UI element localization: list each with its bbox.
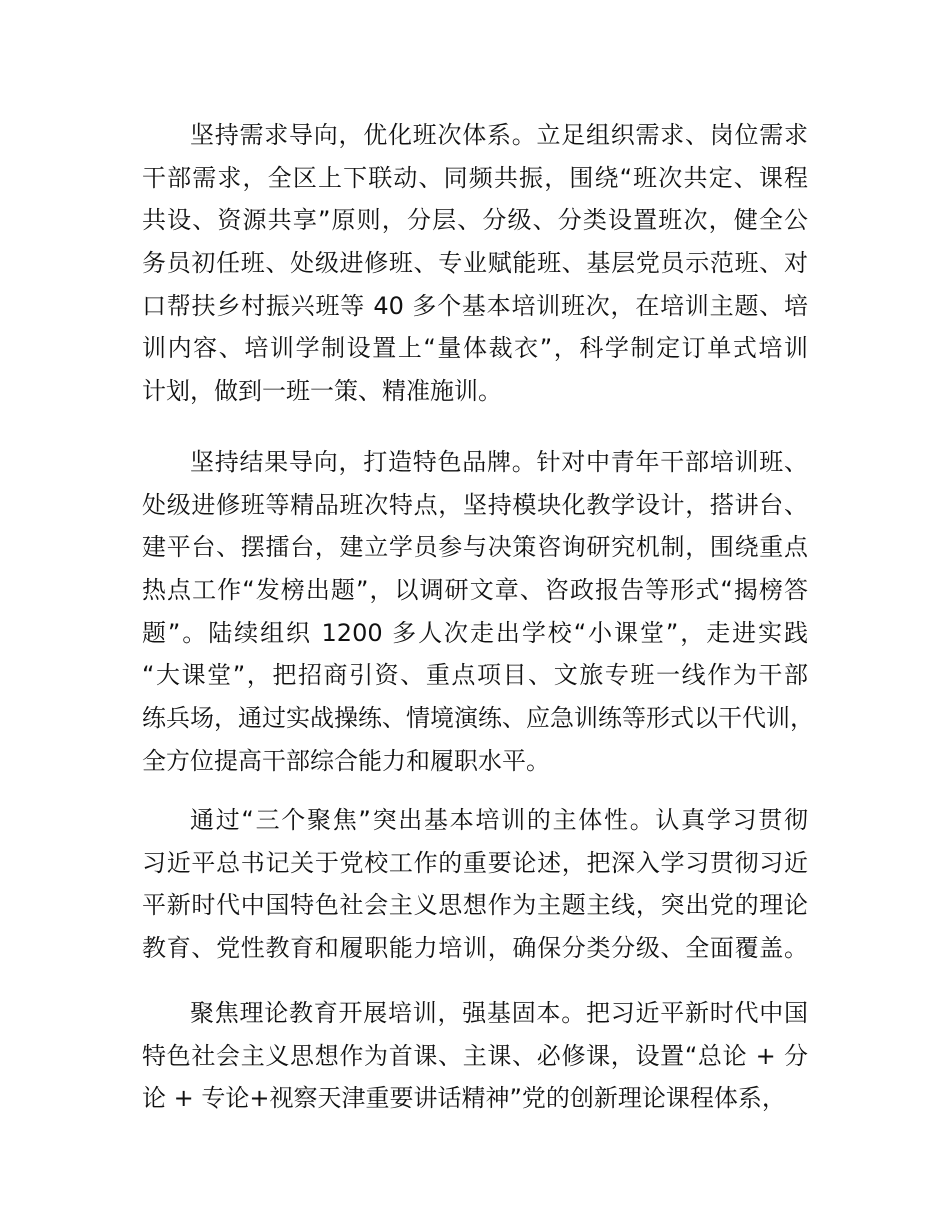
text-line: 计划，做到一班一策、精准施训。: [142, 377, 502, 406]
paragraph: [142, 114, 808, 413]
paragraph: [142, 992, 808, 1120]
text-line: 坚持结果导向，打造特色品牌。针对中青年干部培训班、: [190, 448, 808, 476]
text-line: 训内容、培训学制设置上“量体裁衣”，科学制定订单式培训: [142, 334, 808, 363]
text-line: 全方位提高干部综合能力和履职水平。: [142, 746, 550, 775]
text-line: 建平台、摆擂台，建立学员参与决策咨询研究机制，围绕重点: [142, 533, 808, 562]
text-line: 口帮扶乡村振兴班等 40 多个基本培训班次，在培训主题、培: [142, 291, 808, 320]
text-line: 热点工作“发榜出题”，以调研文章、咨政报告等形式“揭榜答: [142, 576, 808, 605]
text-line: “大课堂”，把招商引资、重点项目、文旅专班一线作为干部: [142, 661, 808, 690]
paragraph: [142, 799, 808, 970]
text-line: 坚持需求导向，优化班次体系。立足组织需求、岗位需求: [190, 121, 808, 149]
text-line: 论 + 专论+视察天津重要讲话精神”党的创新理论课程体系，: [142, 1084, 786, 1113]
text-line: 教育、党性教育和履职能力培训，确保分类分级、全面覆盖。: [142, 934, 808, 963]
text-line: 聚焦理论教育开展培训，强基固本。把习近平新时代中国: [190, 999, 808, 1027]
text-line: 特色社会主义思想作为首课、主课、必修课，设置“总论 + 分: [142, 1041, 808, 1070]
text-line: 务员初任班、处级进修班、专业赋能班、基层党员示范班、对: [142, 249, 808, 278]
text-line: 干部需求，全区上下联动、同频共振，围绕“班次共定、课程: [142, 163, 808, 192]
text-line: 题”。陆续组织 1200 多人次走出学校“小课堂”，走进实践: [142, 618, 808, 647]
text-line: 练兵场，通过实战操练、情境演练、应急训练等形式以干代训，: [142, 704, 814, 733]
text-line: 习近平总书记关于党校工作的重要论述，把深入学习贯彻习近: [142, 848, 808, 877]
text-line: 共设、资源共享”原则，分层、分级、分类设置班次，健全公: [142, 206, 808, 235]
text-line: 通过“三个聚焦”突出基本培训的主体性。认真学习贯彻: [190, 806, 808, 834]
text-line: 处级进修班等精品班次特点，坚持模块化教学设计，搭讲台、: [142, 490, 808, 519]
paragraph: [142, 441, 814, 783]
text-line: 平新时代中国特色社会主义思想作为主题主线，突出党的理论: [142, 891, 808, 920]
